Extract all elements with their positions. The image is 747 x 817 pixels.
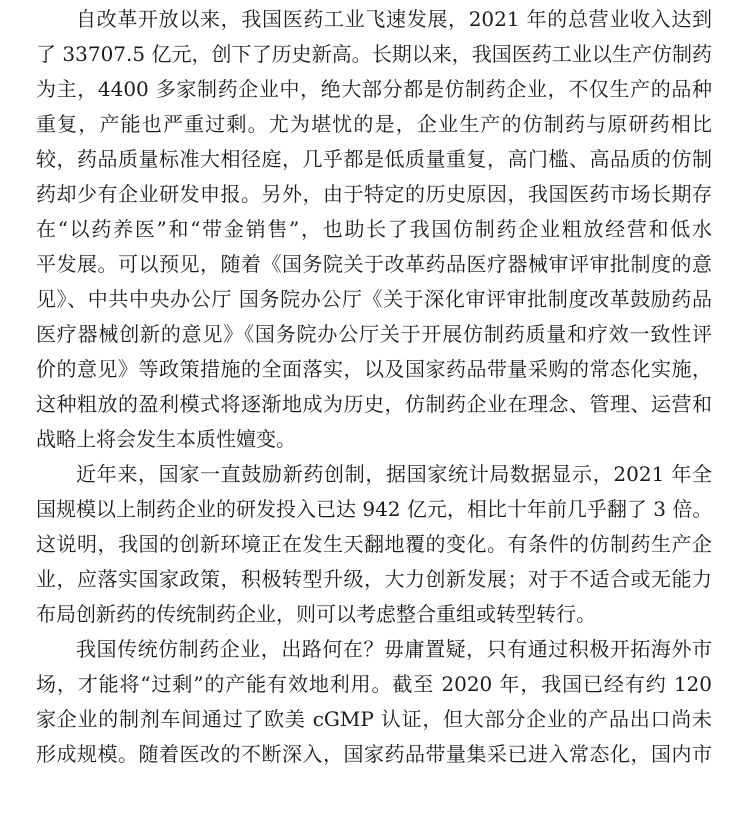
paragraph-3-line-3: 家企业的制剂车间通过了欧美 cGMP 认证，但大部分企业的产品出口尚未: [36, 707, 712, 731]
paragraph-1-line-6: 药却少有企业研发申报。另外，由于特定的历史原因，我国医药市场长期存: [36, 182, 712, 206]
paragraph-1-line-12: 这种粗放的盈利模式将逐渐地成为历史，仿制药企业在理念、管理、运营和: [36, 392, 712, 416]
paragraph-1-line-13: 战略上将会发生本质性嬗变。: [36, 427, 296, 451]
paragraph-2-line-1: 近年来，国家一直鼓励新药创制，据国家统计局数据显示，2021 年全: [76, 462, 712, 486]
paragraph-2-line-4: 业，应落实国家政策，积极转型升级，大力创新发展；对于不适合或无能力: [36, 567, 712, 591]
paragraph-1-line-9: 见》、中共中央办公厅 国务院办公厅《关于深化审评审批制度改革鼓励药品: [36, 287, 712, 311]
paragraph-3-line-2: 场，才能将“过剩”的产能有效地利用。截至 2020 年，我国已经有约 120: [36, 672, 712, 696]
paragraph-2-line-2: 国规模以上制药企业的研发投入已达 942 亿元，相比十年前几乎翻了 3 倍。: [36, 497, 713, 521]
paragraph-1-line-11: 价的意见》等政策措施的全面落实，以及国家药品带量采购的常态化实施，: [36, 357, 712, 381]
paragraph-3-line-1: 我国传统仿制药企业，出路何在？毋庸置疑，只有通过积极开拓海外市: [76, 637, 712, 661]
paragraph-1-line-8: 平发展。可以预见，随着《国务院关于改革药品医疗器械审评审批制度的意: [36, 252, 712, 276]
paragraph-1-line-3: 为主，4400 多家制药企业中，绝大部分都是仿制药企业，不仅生产的品种: [36, 77, 712, 101]
paragraph-1-line-5: 较，药品质量标准大相径庭，几乎都是低质量重复，高门槛、高品质的仿制: [36, 147, 712, 171]
paragraph-1-line-7: 在“以药养医”和“带金销售”，也助长了我国仿制药企业粗放经营和低水: [36, 217, 712, 241]
paragraph-3-line-4: 形成规模。随着医改的不断深入，国家药品带量集采已进入常态化，国内市: [36, 742, 712, 766]
paragraph-1-line-2: 了 33707.5 亿元，创下了历史新高。长期以来，我国医药工业以生产仿制药: [36, 42, 712, 66]
paragraph-1-line-1: 自改革开放以来，我国医药工业飞速发展，2021 年的总营业收入达到: [76, 7, 712, 31]
paragraph-2-line-5: 布局创新药的传统制药企业，则可以考虑整合重组或转型转行。: [36, 602, 596, 626]
paragraph-2-line-3: 这说明，我国的创新环境正在发生天翻地覆的变化。有条件的仿制药生产企: [36, 532, 712, 556]
paragraph-1-line-10: 医疗器械创新的意见》《国务院办公厅关于开展仿制药质量和疗效一致性评: [36, 322, 712, 346]
paragraph-1-line-4: 重复，产能也严重过剩。尤为堪忧的是，企业生产的仿制药与原研药相比: [36, 112, 712, 136]
